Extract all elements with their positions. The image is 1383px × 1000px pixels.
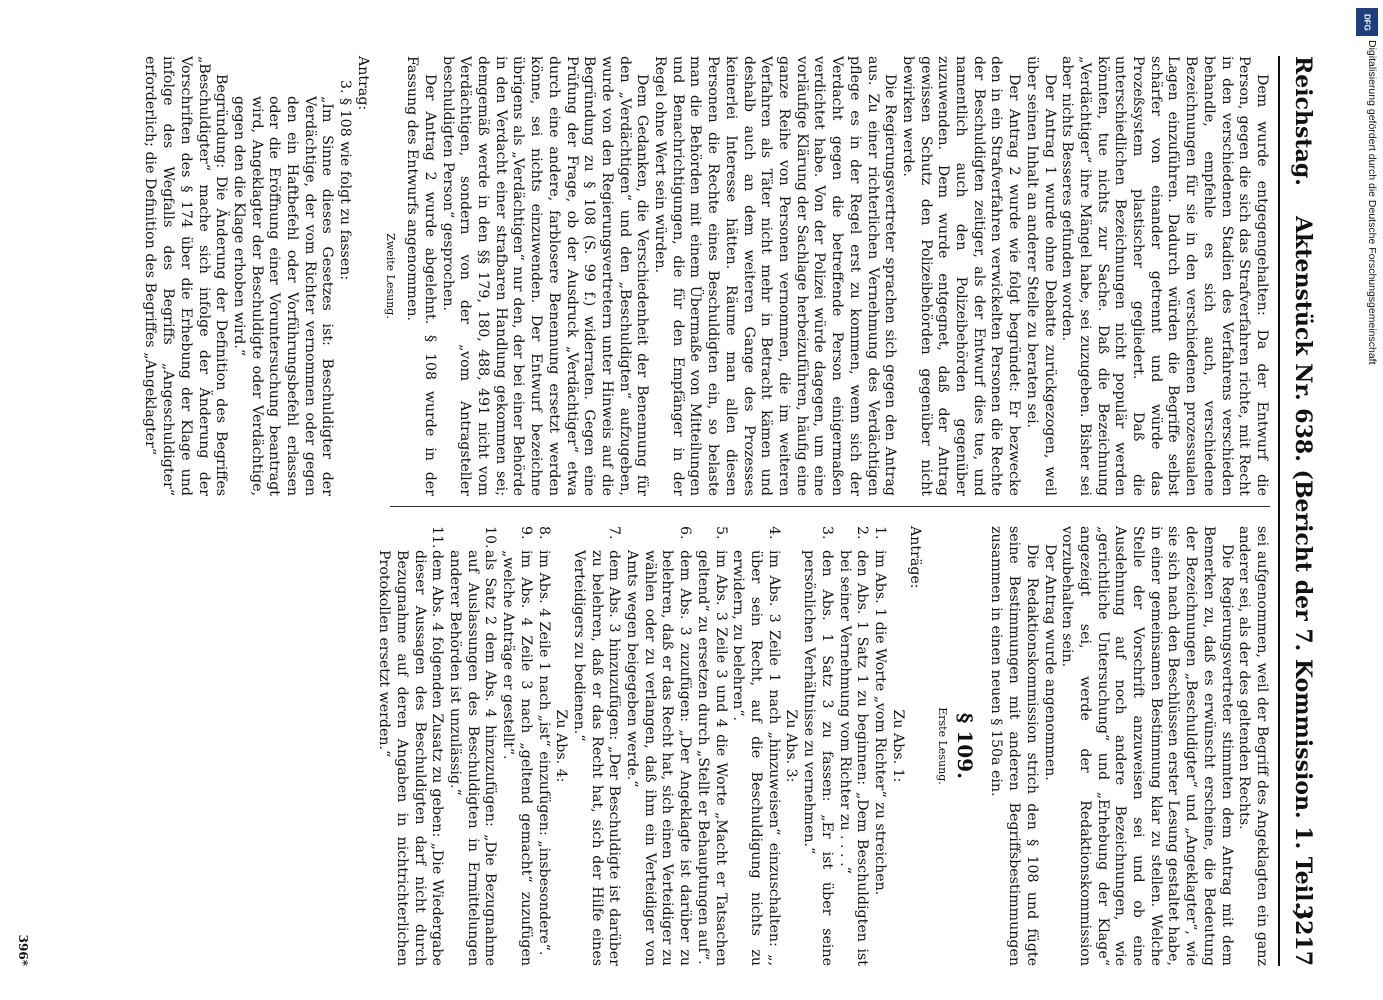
antrag-item — [729, 526, 782, 966]
antrag-item — [693, 526, 728, 966]
antrag-item — [498, 526, 533, 966]
signature-mark: 396* — [16, 934, 30, 966]
page-number: 3217 — [1290, 904, 1316, 966]
item-text: im Abs. 3 Zeile 3 und 4 die Worte „Macht er Tatsachen geltend“ zu ersetzen durch „Stellt er Behauptungen auf“. — [694, 550, 729, 966]
subsection-heading: Zu Abs. 1: — [889, 709, 906, 783]
item-number: 9. — [517, 526, 534, 540]
section-title: § 109. — [952, 712, 977, 780]
antrag-list — [375, 526, 906, 966]
item-text: den Abs. 1 Satz 1 zu beginnen: „Dem Beschuldigten ist bei seiner Vernehmung vom Richter zu . . . .“ — [836, 550, 871, 966]
paragraph: Die Regierungsvertreter sprachen sich gegen den Antrag aus. Zu einer richterlichen Vernehmung des Verdächtigen pflege es in der Regel erst zu kommen, wenn sich der Verdacht gegen die betreffende Person einigermaßen verdichtet habe. Von der Polizei würde dagegen, um eine vorläufige Klärung der Sachlage herbeizuführen, häufig eine ganze Reihe von Personen vernommen, die im weiteren Verfahren als Täter nicht mehr in Betracht kämen und deshalb auch an dem weiteren Gange des Prozesses keinerlei Interesse hätten. Räume man allen diesen Personen die Rechte eines Beschuldigten ein, so belaste man die Behörden mit einem Übermaße von Mitteilungen und Benachrichtigungen, die für den Empfänger in der Regel ohne Wert sein würden. — [652, 56, 899, 496]
item-number: 5. — [712, 526, 729, 540]
item-number: 4. — [765, 526, 782, 540]
antrag-quote: „Im Sinne dieses Gesetzes ist: Beschuldigter der Verdächtige, der vom Richter vernommen oder gegen den ein Haftbefehl oder Vorführungsbefehl erlassen oder die Eröffnung einer Voruntersuchung beantragt wird, Angeklagter der Beschuldigte oder Verdächtige, gegen den die Klage erhoben wird.“ — [230, 96, 336, 496]
paragraph: Begründung: Die Änderung der Definition des Begriffes „Beschuldigter“ mache sich infolge der Änderung der Vorschriften des § 174 über die Erhebung der Klage und infolge des Wegfalls des Begriffs „Angeschuldigter“ erforderlich; die Definition des Begriffes „Angeklagter“ — [142, 56, 230, 496]
item-text: als Satz 2 dem Abs. 4 hinzuzufügen: „Die Bezugnahme auf Auslassungen des Beschuldigten in Ermittelungen anderer Behörden ist unzulässig.“ — [447, 550, 499, 966]
item-text: dem Abs. 3 hinzuzufügen: „Der Beschuldigte ist darüber zu belehren, daß er das Recht hat, sich der Hilfe eines Verteidigers zu bedienen.“ — [570, 550, 623, 966]
item-number: 1. — [871, 526, 888, 540]
item-number: 7. — [606, 526, 623, 540]
paragraph: Der Antrag 2 wurde wie folgt begründet: Er bezwecke den in ein Strafverfahren verwickelten Personen die Rechte der Beschuldigten zeitiger, als der Entwurf dies tue, und namentlich auch den Polizeibehörden gegenüber zuzuwenden. Dem wurde entgegnet, daß der Antrag gewissen Schutz den Polizeibehörden gegenüber nicht bewirken werde. — [899, 56, 1023, 496]
paragraph: Die Regierungsvertreter stimmten dem Antrag mit dem Bemerken zu, daß es erwünscht erscheine, die Bedeutung der Bezeichnungen „Beschuldigter“ und „Angeklagter“, wie sie sich nach den Beschlüssen erster Lesung gestaltet habe, in einer gemeinsamen Bestimmung klar zu stellen. Welche Stelle der Vorschrift anzuweisen sei und ob eine Ausdehnung auf noch andere Bezeichnungen, wie „gerichtliche Untersuchung“ und „Erhebung der Klage“ angezeigt sei, werde der Redaktionskommission vorzubehalten sein. — [1059, 526, 1235, 966]
header-rule — [1278, 56, 1280, 966]
page-header — [1284, 56, 1320, 966]
item-text: dem Abs. 4 folgenden Zusatz zu geben: „Die Wiedergabe dieser Aussagen des Beschuldigten darf nicht durch Bezugnahme auf deren Angaben in nichtrichterlichen Protokollen ersetzt werden.“ — [376, 550, 446, 966]
column-left — [141, 56, 1270, 496]
item-number: 3. — [818, 526, 835, 540]
item-number: 10. — [482, 526, 499, 549]
paragraph: Die Redaktionskommission strich den § 108 und fügte seine Bestimmungen mit anderen Begriffsbestimmungen zusammen in einen neuen § 150a ein. — [988, 526, 1040, 966]
antrag-item — [622, 526, 693, 966]
header-left: Reichstag. — [1290, 56, 1316, 186]
antraege-label: Anträge: — [907, 526, 924, 589]
paragraph: Dem wurde entgegengehalten: Da der Entwurf die Person, gegen die sich das Strafverfahren richte, mit Recht in den verschiedenen Stadien des Verfahrens verschieden behandle, empfehle es sich auch, verschiedene Bezeichnungen für sie in den verschiedenen prozessualen Lagen einzuführen. Dadurch würden die Begriffe selbst schärfer von einander getrennt und würde das Prozeßsystem plastischer gegliedert. Daß die unterschiedlichen Bezeichnungen nicht populär werden könnten, tue nichts zur Sache. Daß die Bezeichnung „Verdächtiger“ ihre Mängel habe, sei zuzugeben. Bisher sei aber nichts Besseres gefunden worden. — [1059, 56, 1270, 496]
column-right — [375, 526, 1270, 966]
antrag-item — [375, 526, 446, 966]
item-number: 11. — [429, 526, 446, 549]
reading-heading: Erste Lesung. — [936, 707, 950, 785]
antrag-label: Antrag: — [354, 56, 371, 111]
item-text: den Abs. 1 Satz 3 zu fassen: „Er ist über seine persönlichen Verhältnisse zu vernehmen.“ — [801, 550, 835, 966]
antrag-item — [534, 526, 552, 966]
dfg-logo: DFG — [1356, 8, 1378, 36]
header-title: Aktenstück Nr. 638. (Bericht der 7. Kommission. 1. Teil.) — [1290, 216, 1316, 920]
digitization-note: Digitalisierung gefördert durch die Deutsche Forschungsgemeinschaft — [1366, 40, 1378, 365]
item-number: 8. — [535, 526, 552, 540]
antrag-item — [569, 526, 622, 966]
paragraph: Der Antrag 2 wurde abgelehnt. § 108 wurde in der Fassung des Entwurfs angenommen. — [404, 56, 438, 496]
item-text: im Abs. 4 Zeile 1 nach „ist“ einzufügen: „insbesondere“. — [535, 550, 552, 956]
antrag-item — [799, 526, 834, 966]
item-text: dem Abs. 3 zuzufügen: „Der Angeklagte ist darüber zu belehren, daß er das Recht hat, sich einen Verteidiger zu wählen oder zu verlangen, daß ihm ein Verteidiger von Amts wegen beigegeben werde.“ — [624, 550, 694, 966]
subsection-heading: Zu Abs. 3: — [783, 709, 800, 783]
antrag-item — [445, 526, 498, 966]
antrag-item — [870, 526, 888, 966]
item-text: im Abs. 3 Zeile 1 nach „hinzuweisen“ einzuschalten: „, über sein Recht, auf die Beschuldigung nichts zu erwidern, zu belehren“. — [730, 550, 782, 966]
paragraph: Der Antrag 1 wurde ohne Debatte zurückgezogen, weil über seinen Inhalt an anderer Stelle zu beraten sei. — [1023, 56, 1058, 496]
item-text: im Abs. 1 die Worte „vom Richter“ zu streichen. — [871, 550, 888, 896]
digitization-strip — [1352, 0, 1382, 1000]
item-text: im Abs. 4 Zeile 3 nach „geltend gemacht“ zuzufügen „welche Anträge er gestellt“. — [500, 550, 534, 966]
antrag-item — [835, 526, 870, 966]
paragraph: sei aufgenommen, weil der Begriff des Angeklagten ein ganz anderer sei, als der des geltenden Rechts. — [1236, 526, 1270, 966]
paragraph: Der Antrag wurde angenommen. — [1041, 544, 1058, 781]
reading-heading: Zweite Lesung. — [383, 233, 397, 319]
subsection-heading: Zu Abs. 4: — [553, 709, 570, 783]
item-number: 6. — [677, 526, 694, 540]
column-divider — [390, 506, 1270, 507]
item-number: 2. — [854, 526, 871, 540]
antrag-item: 3. § 108 wie folgt zu fassen: — [337, 80, 354, 281]
paragraph: Dem Gedanken, die Verschiedenheit der Benennung für den „Verdächtigen“ und den „Beschuldigten“ aufzugeben, wurde von den Regierungsvertretern unter Hinweis auf die Begründung zu § 108 (S. 99 f.) widerraten. Gegen eine Prüfung der Frage, ob der Ausdruck „Verdächtiger“ etwa durch eine andere, farblosere Benennung ersetzt werden könne, sei nichts einzuwenden. Der Entwurf bezeichne übrigens als „Verdächtigen“ nur den, der bei einer Behörde in den Verdacht einer strafbaren Handlung gekommen sei; demgemäß werde in den §§ 179, 180, 488, 491 nicht vom Verdächtigen, sondern von der „vom Antragsteller beschuldigten Person“ gesprochen. — [439, 56, 651, 496]
